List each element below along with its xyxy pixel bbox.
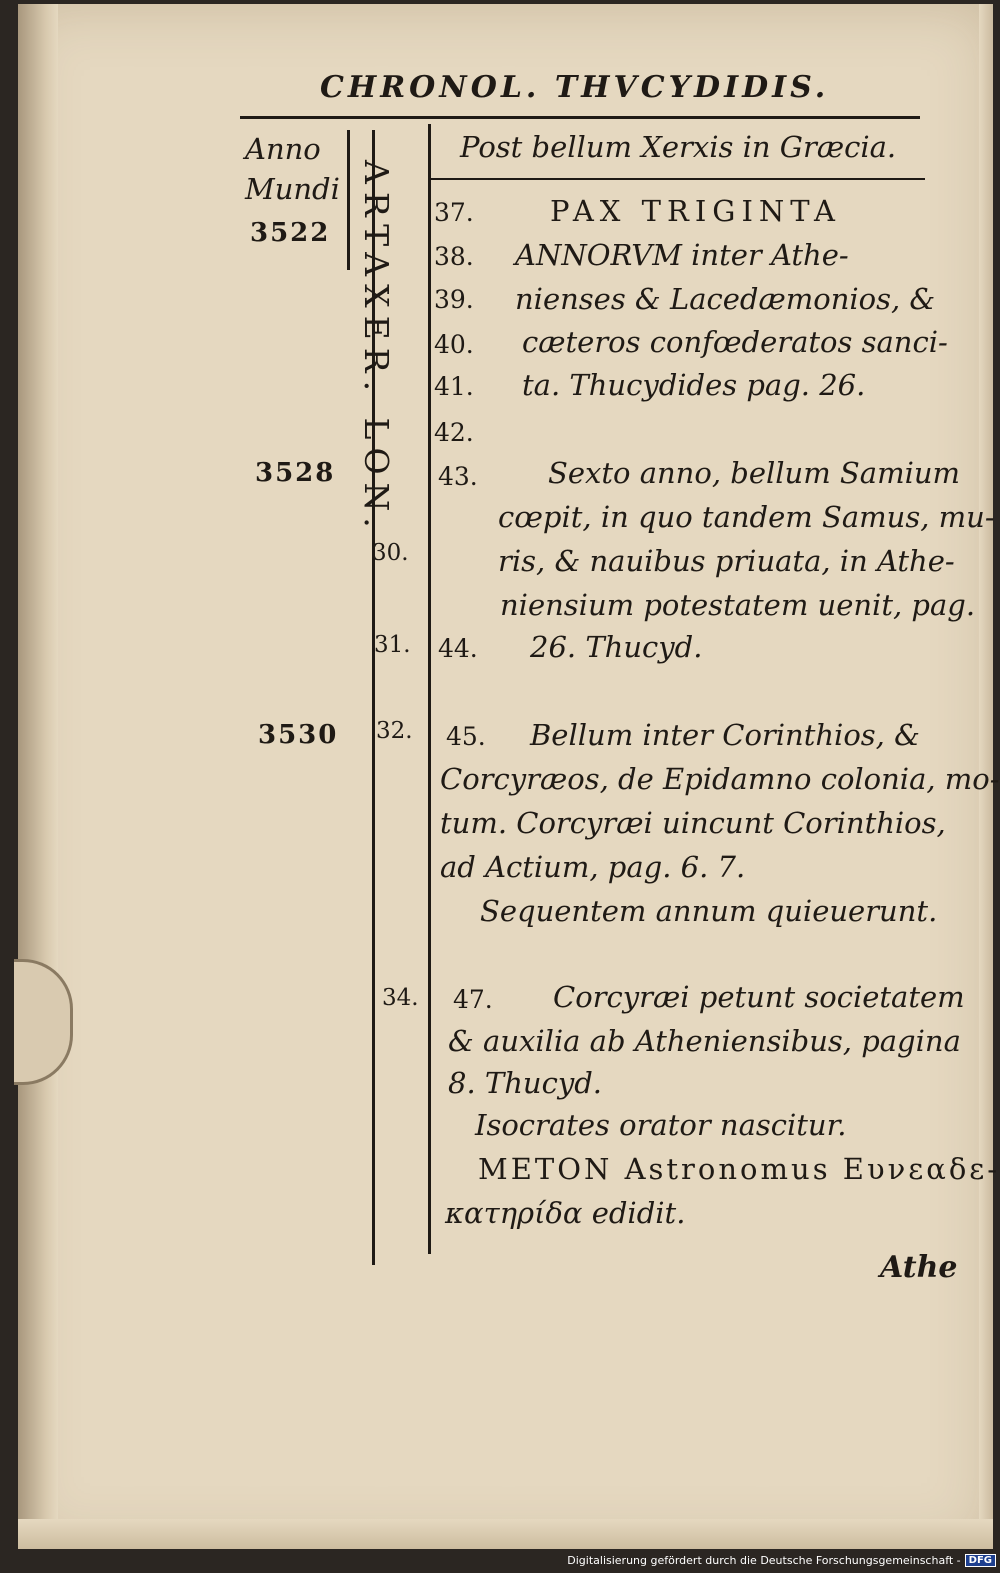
year-3522: 3522 [250,218,331,248]
entry-number: 43. [438,462,478,491]
entry-number: 40. [434,330,474,359]
column-rule-top [430,178,925,180]
entry-number: 47. [453,985,493,1014]
text-line: METON Astronomus Ευνεαδε- [478,1152,1000,1186]
entry-number: 37. [434,198,474,227]
entry-number: 42. [434,418,474,447]
regnal-year: 30. [372,540,409,566]
text-line: cæteros confœderatos sanci- [522,325,948,359]
page-bottom-edge [18,1519,993,1549]
catchword: Athe [880,1250,958,1285]
text-line: Sequentem annum quieuerunt. [480,894,938,928]
dfg-logo: DFG [965,1554,996,1567]
text-line: ANNORVM inter Athe- [515,238,849,272]
text-line: tum. Corcyræi uincunt Corinthios, [440,806,946,840]
entry-number: 39. [434,285,474,314]
text-line: ad Actium, pag. 6. 7. [440,850,746,884]
digitization-footer [567,1551,996,1569]
regnal-year: 31. [374,632,411,658]
page-gutter [18,4,58,1549]
text-line: cœpit, in quo tandem Samus, mu- [498,500,995,534]
running-head: CHRONOL. THVCYDIDIS. [320,70,830,105]
text-line: ta. Thucydides pag. 26. [522,368,866,402]
year-3530: 3530 [258,720,339,750]
text-line: Sexto anno, bellum Samium [548,456,961,490]
regnal-year: 34. [382,985,419,1011]
footer-text: Digitalisierung gefördert durch die Deutsche Forschungsgemeinschaft - [567,1553,961,1567]
column-head-post: Post bellum Xerxis in Græcia. [460,130,897,164]
text-line: Corcyræos, de Epidamno colonia, mo- [440,762,1000,796]
thumb-tab [14,959,73,1085]
regnal-year: 32. [376,718,413,744]
entry-number: 38. [434,242,474,271]
column-divider-3 [428,124,431,1254]
ruler-name: ARTAXER. LON. [357,160,396,536]
column-divider-1 [347,130,350,270]
text-line: ris, & nauibus priuata, in Athe- [498,544,955,578]
text-line: 26. Thucyd. [530,630,703,664]
text-line: Isocrates orator nascitur. [475,1108,847,1142]
text-line: 8. Thucyd. [448,1066,602,1100]
text-line: PAX TRIGINTA [550,194,841,228]
text-line: & auxilia ab Atheniensibus, pagina [448,1024,961,1058]
head-rule [240,116,920,119]
year-3528: 3528 [255,458,336,488]
entry-number: 45. [446,722,486,751]
column-head-mundi: Mundi [245,172,340,206]
text-line: Bellum inter Corinthios, & [530,718,920,752]
entry-number: 44. [438,634,478,663]
text-line: nienses & Lacedæmonios, & [515,282,936,316]
text-line: κατηρίδα edidit. [445,1196,686,1230]
entry-number: 41. [434,372,474,401]
text-line: niensium potestatem uenit, pag. [500,588,976,622]
text-line: Corcyræi petunt societatem [553,980,965,1014]
column-head-anno: Anno [245,132,321,166]
